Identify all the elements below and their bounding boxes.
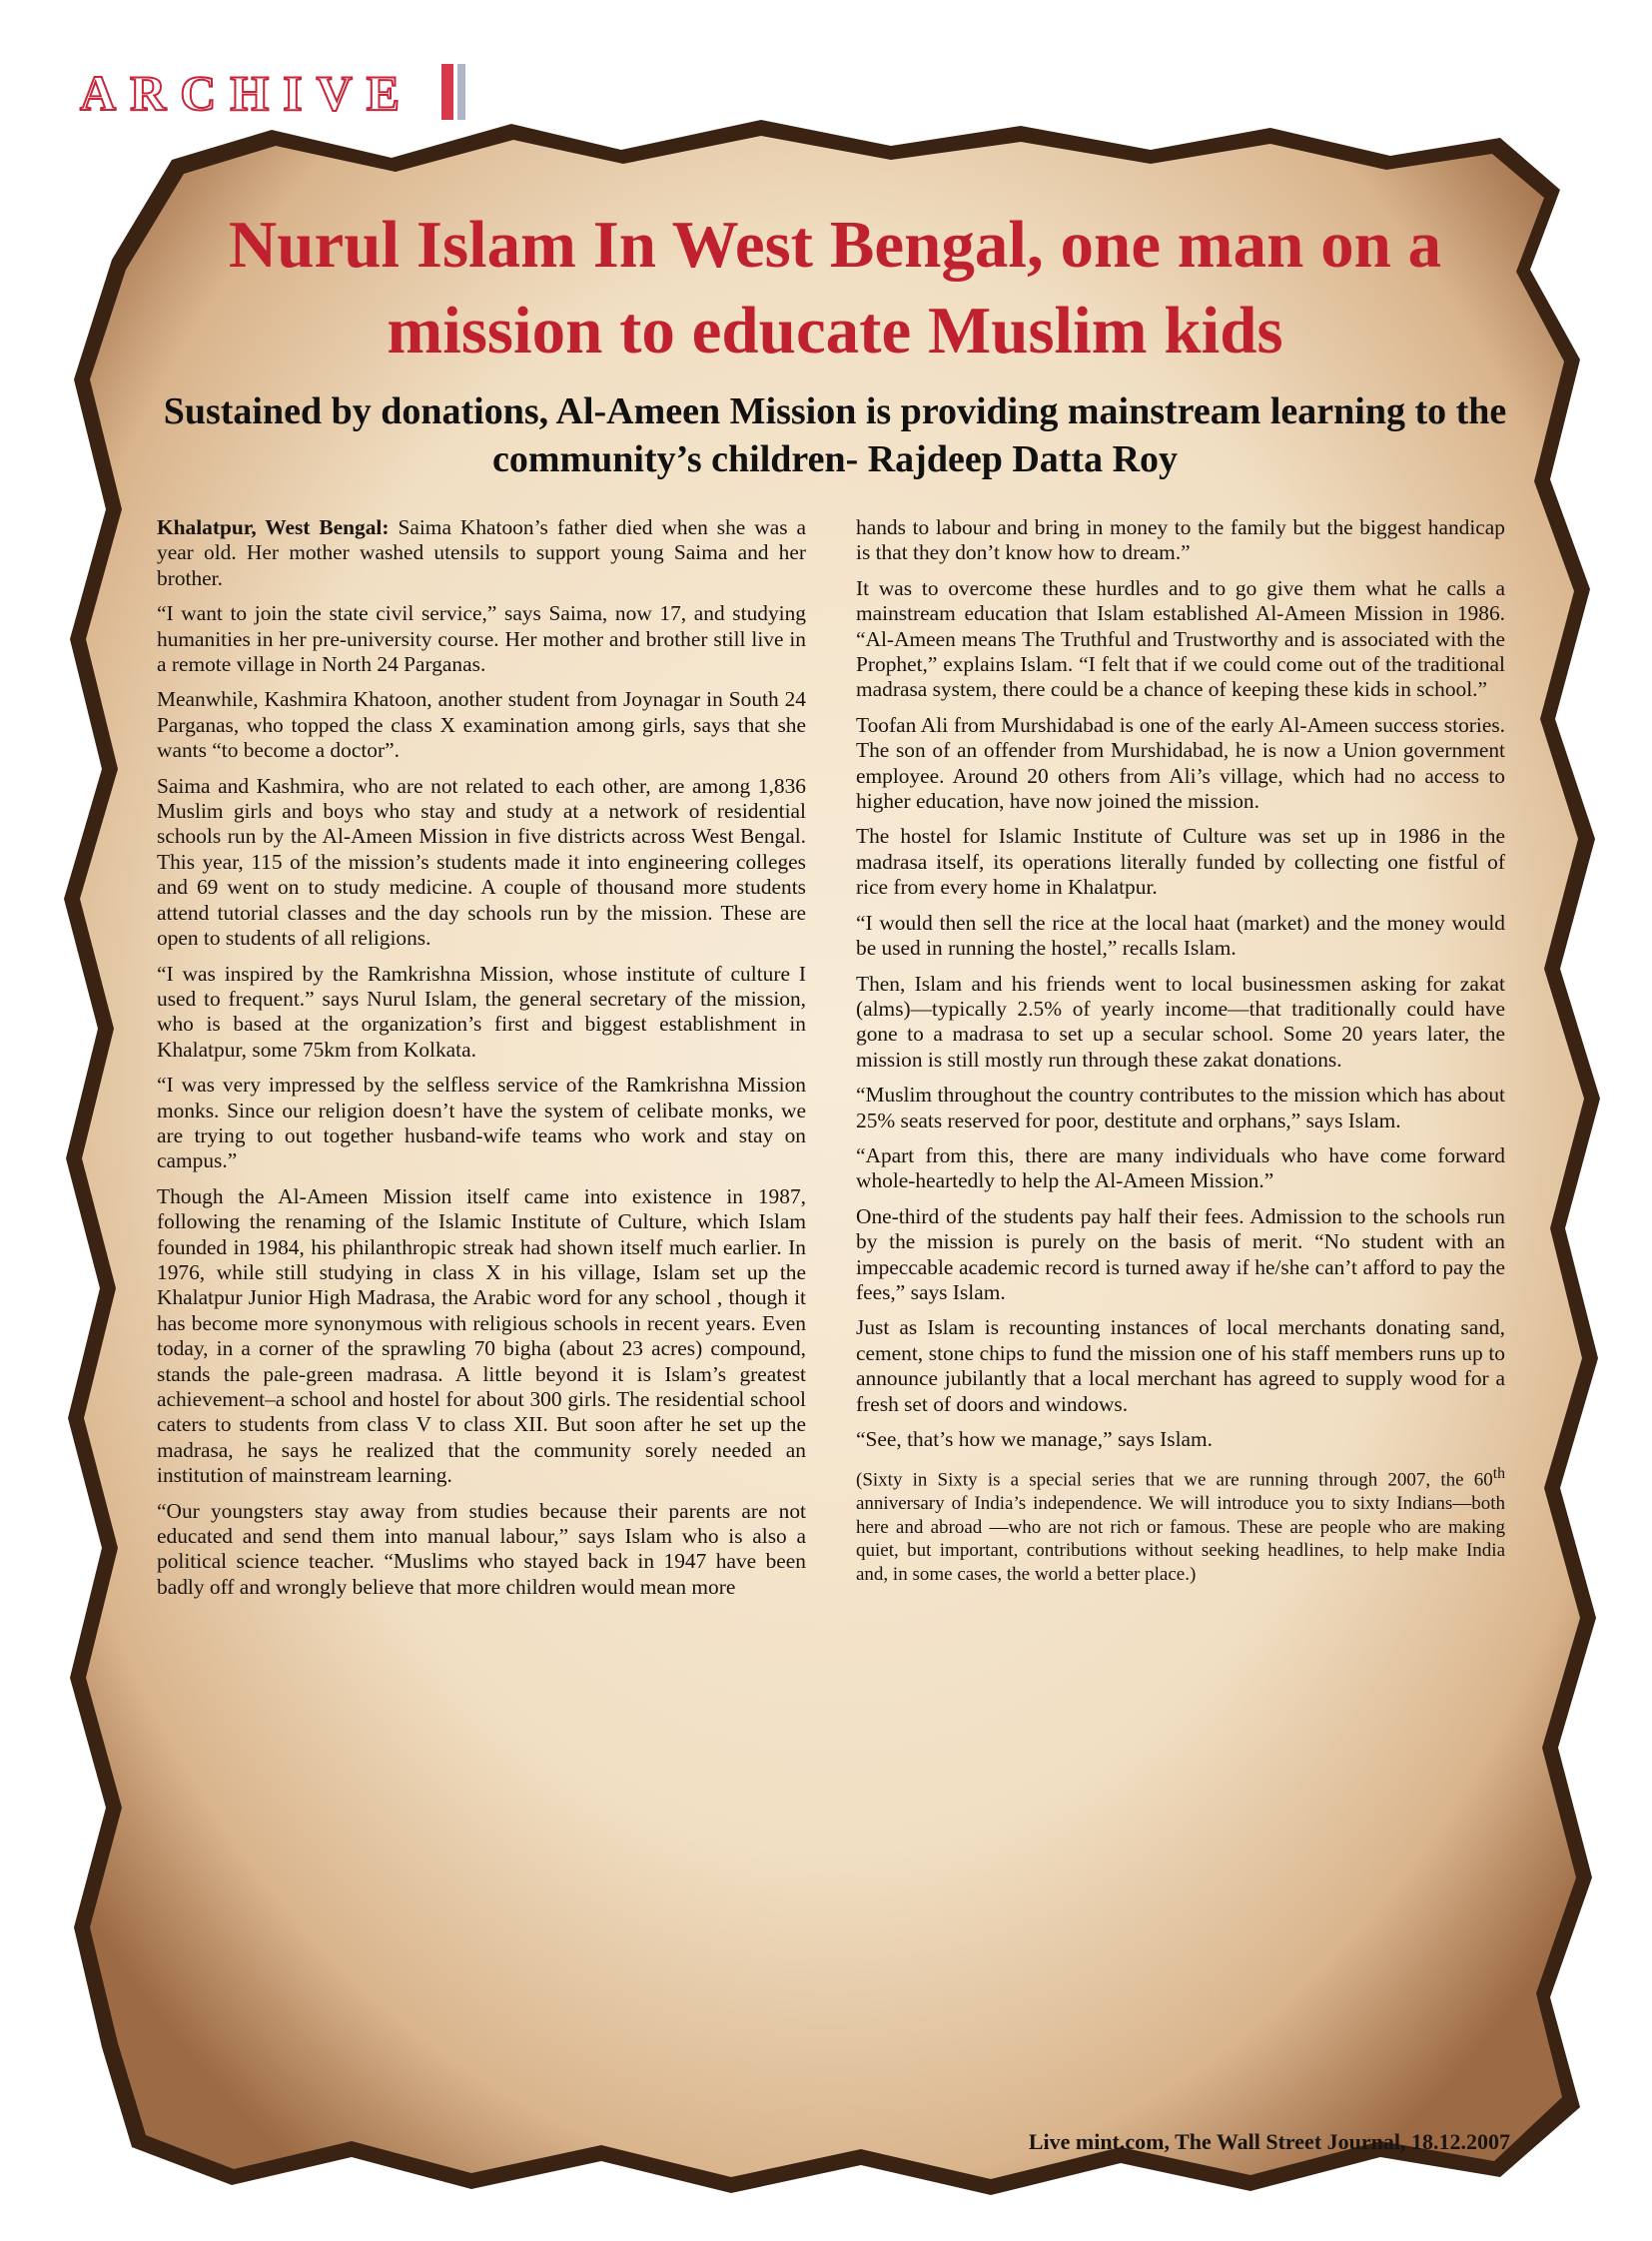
article-paragraph: It was to overcome these hurdles and to go give them what he calls a mainstream education that Islam established Al-Ameen Mission in 1986. “Al-Ameen means The Truthful and Trustworthy and is associated with the Prophet,” explains Islam. “I felt that if we could come out of the traditional madrasa system, there could be a chance of keeping these kids in school.” [856,575,1505,702]
series-note [856,1462,1505,1586]
article-paragraph [157,515,806,591]
headline: Nurul Islam In West Bengal, one man on a mission to educate Muslim kids [228,208,1442,368]
series-note-text: (Sixty in Sixty is a special series that we are running through 2007, the 60 [856,1469,1493,1491]
section-label-accent-bar [441,64,453,120]
article-paragraph: Toofan Ali from Murshidabad is one of the early Al-Ameen success stories. The son of an offender from Murshidabad, he is now a Union government employee. Around 20 others from Ali’s village, which had no access to higher education, have now joined the mission. [856,712,1505,814]
article-paragraph: Saima and Kashmira, who are not related to each other, are among 1,836 Muslim girls and boys who stay and study at a network of residential schools run by the Al-Ameen Mission in five districts across West Bengal. This year, 115 of the mission’s students made it into engineering colleges and 69 went on to study medicine. A couple of thousand more students attend tutorial classes and the day schools run by the mission. These are open to students of all religions. [157,773,806,951]
article-column-right [856,515,1505,2153]
article-paragraph: “I want to join the state civil service,” says Saima, now 17, and studying humanities in her pre-university course. Her mother and brother still live in a remote village in North 24 Parganas. [157,601,806,677]
article-paragraph: “I would then sell the rice at the local haat (market) and the money would be used in running the hostel,” recalls Islam. [856,910,1505,961]
article-paragraph: Meanwhile, Kashmira Khatoon, another student from Joynagar in South 24 Parganas, who topped the class X examination among girls, says that she wants “to become a doctor”. [157,687,806,763]
article-column-left [157,515,806,2153]
article-paragraph: Just as Islam is recounting instances of local merchants donating sand, cement, stone chips to fund the mission one of his staff members runs up to announce jubilantly that a local merchant has agreed to supply wood for a fresh set of doors and windows. [856,1315,1505,1416]
article-paragraph: Though the Al-Ameen Mission itself came into existence in 1987, following the renaming of the Islamic Institute of Culture, which Islam founded in 1984, his philanthropic streak had shown itself much earlier. In 1976, while still studying in class X in his village, Islam set up the Khalatpur Junior High Madrasa, the Arabic word for any school , though it has become more synonymous with religious schools in recent years. Even today, in a corner of the sprawling 70 bigha (about 23 acres) compound, stands the pale-green madrasa. A little beyond it is Islam’s greatest achievement–a school and hostel for about 300 girls. The residential school caters to students from class V to class XII. But soon after he set up the madrasa, he says he realized that the community sorely needed an institution of mainstream learning. [157,1183,806,1488]
article-paragraph: “Our youngsters stay away from studies because their parents are not educated and send them into manual labour,” says Islam who is also a political science teacher. “Muslims who stayed back in 1947 have been badly off and wrongly believe that more children would mean more [157,1498,806,1599]
section-label: ARCHIVE [80,65,414,121]
article-paragraph: “I was very impressed by the selfless service of the Ramkrishna Mission monks. Since our religion doesn’t have the system of celibate monks, we are trying to out together husband-wife teams who work and stay on campus.” [157,1073,806,1173]
article-paragraph: “I was inspired by the Ramkrishna Mission, whose institute of culture I used to frequent.” says Nurul Islam, the general secretary of the mission, who is based at the organization’s first and biggest establishment in Khalatpur, some 75km from Kolkata. [157,961,806,1062]
series-note-text-continued: anniversary of India’s independence. We will introduce you to sixty Indians—both here and abroad —who are not rich or famous. These are people who are making quiet, but important, contributions without seeking headlines, to help make India and, in some cases, the world a better place.) [856,1493,1505,1585]
article-paragraph: hands to labour and bring in money to the family but the biggest handicap is that they don’t know how to dream.” [856,515,1505,565]
article-paragraph: “Apart from this, there are many individuals who have come forward whole-heartedly to help the Al-Ameen Mission.” [856,1142,1505,1193]
article-columns [157,515,1505,2153]
lead-text: Saima Khatoon’s father died when she was a year old. Her mother washed utensils to support young Saima and her brother. [157,515,806,590]
series-note-superscript: th [1492,1465,1505,1483]
article-paragraph: Then, Islam and his friends went to local businessmen asking for zakat (alms)—typically 2.5% of yearly income—that traditionally could have gone to a madrasa to set up a secular school. Some 20 years later, the mission is still mostly run through these zakat donations. [856,971,1505,1072]
dateline: Khalatpur, West Bengal: [157,515,390,539]
section-label-accent-bar-secondary [457,64,465,120]
source-credit: Live mint.com, The Wall Street Journal, 18.12.2007 [1028,2129,1510,2154]
article-paragraph: “Muslim throughout the country contributes to the mission which has about 25% seats reserved for poor, destitute and orphans,” says Islam. [856,1083,1505,1132]
subheadline: Sustained by donations, Al-Ameen Mission is providing mainstream learning to the community’s children- Rajdeep Datta Roy [163,390,1507,480]
article [62,120,1608,2197]
article-paragraph: “See, that’s how we manage,” says Islam. [856,1427,1213,1451]
article-paragraph: The hostel for Islamic Institute of Culture was set up in 1986 in the madrasa itself, its operations literally funded by collecting one fistful of rice from every home in Khalatpur. [856,824,1505,900]
article-paragraph: One-third of the students pay half their fees. Admission to the schools run by the mission is purely on the basis of merit. “No student with an impeccable academic record is turned away if he/she can’t afford to pay the fees,” says Islam. [856,1203,1505,1304]
